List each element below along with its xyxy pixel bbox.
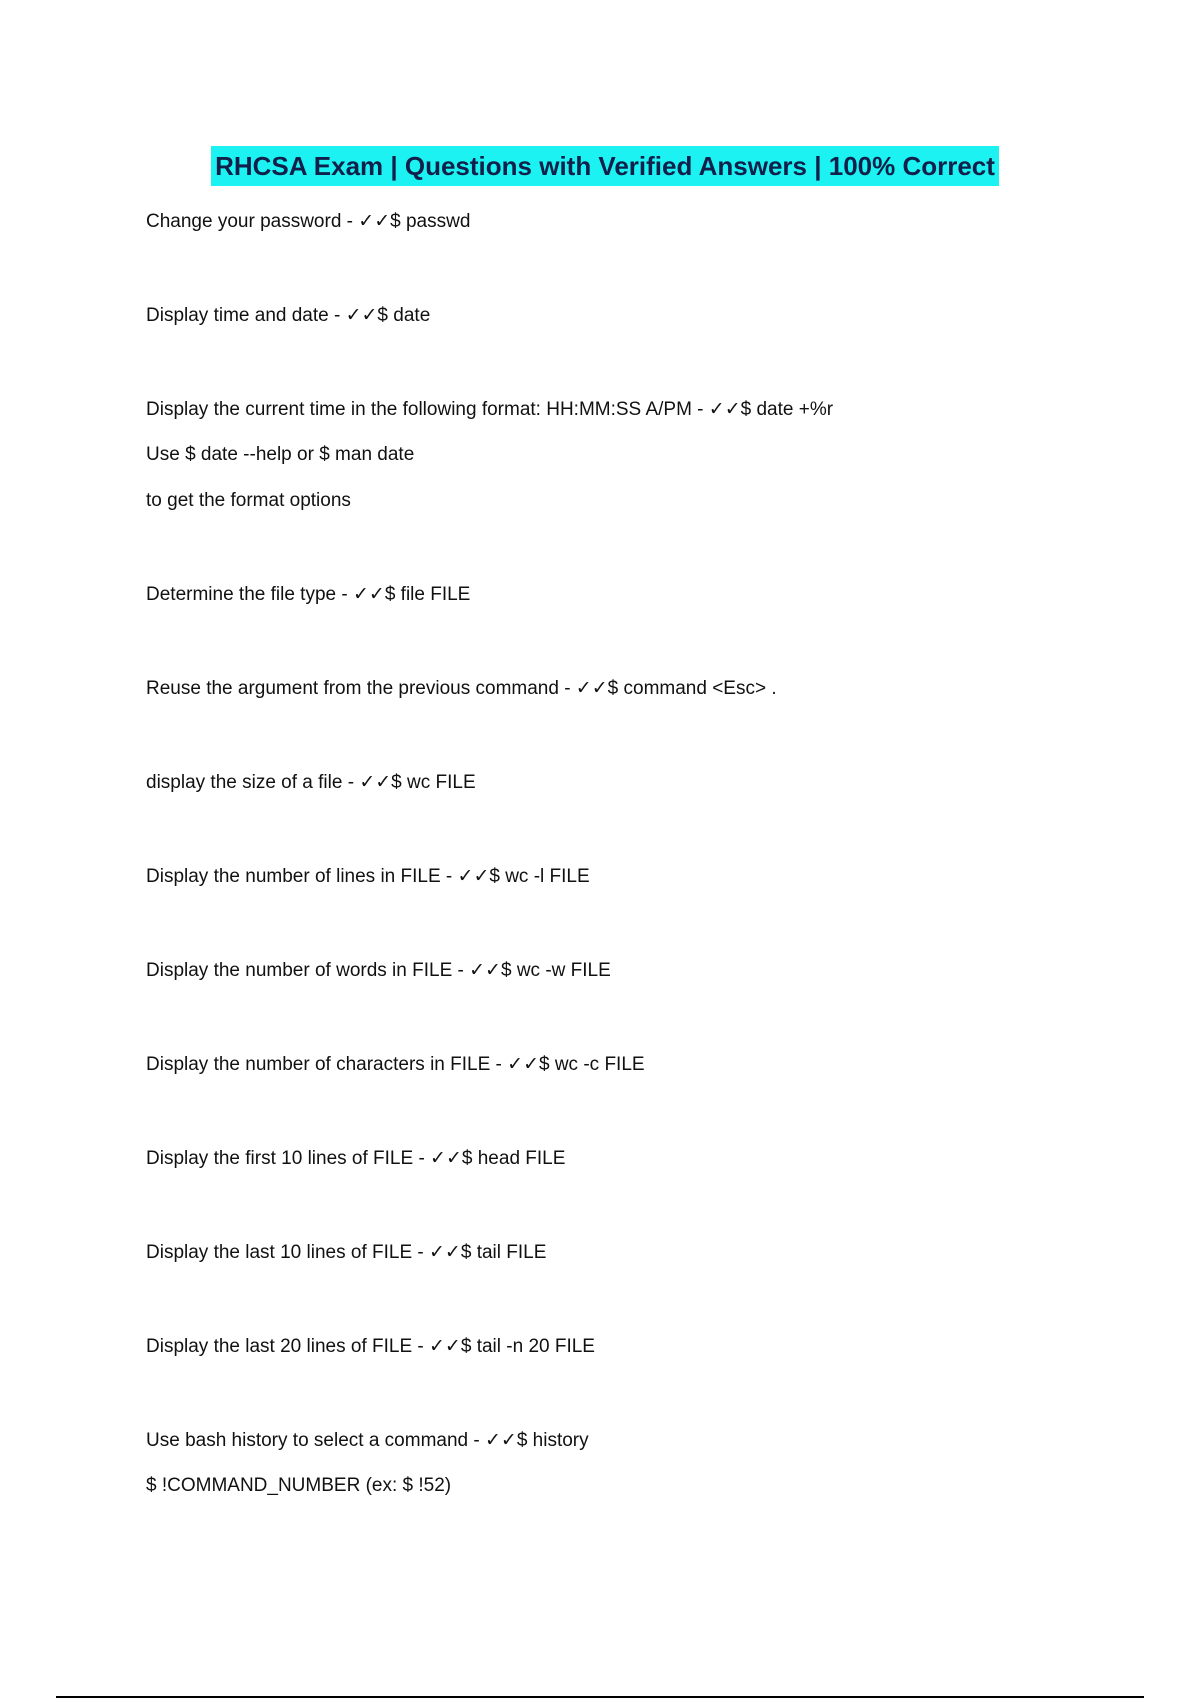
qa-line-current-time-format: Display the current time in the following format: HH:MM:SS A/PM - ✓✓$ date +%r [146,399,834,420]
qa-line-change-password: Change your password - ✓✓$ passwd [146,211,471,232]
document-title: RHCSA Exam | Questions with Verified Answers | 100% Correct [211,146,999,186]
qa-line-number-of-words: Display the number of words in FILE - ✓✓$ wc -w FILE [146,960,611,981]
qa-line-tail: Display the last 10 lines of FILE - ✓✓$ tail FILE [146,1242,547,1263]
qa-line-command-number: $ !COMMAND_NUMBER (ex: $ !52) [146,1475,452,1496]
qa-line-number-of-characters: Display the number of characters in FILE - ✓✓$ wc -c FILE [146,1054,645,1075]
qa-line-display-date: Display time and date - ✓✓$ date [146,305,431,326]
qa-line-file-size: display the size of a file - ✓✓$ wc FILE [146,772,476,793]
qa-line-date-help: Use $ date --help or $ man date [146,444,415,465]
title-container [0,146,1200,186]
qa-line-reuse-argument: Reuse the argument from the previous command - ✓✓$ command <Esc> . [146,678,777,699]
qa-line-head: Display the first 10 lines of FILE - ✓✓$ head FILE [146,1148,566,1169]
qa-line-bash-history: Use bash history to select a command - ✓✓$ history [146,1430,589,1451]
qa-line-number-of-lines: Display the number of lines in FILE - ✓✓$ wc -l FILE [146,866,590,887]
qa-line-file-type: Determine the file type - ✓✓$ file FILE [146,584,471,605]
qa-line-tail-20: Display the last 20 lines of FILE - ✓✓$ tail -n 20 FILE [146,1336,595,1357]
footer-divider [56,1696,1144,1698]
qa-line-format-options: to get the format options [146,490,351,511]
